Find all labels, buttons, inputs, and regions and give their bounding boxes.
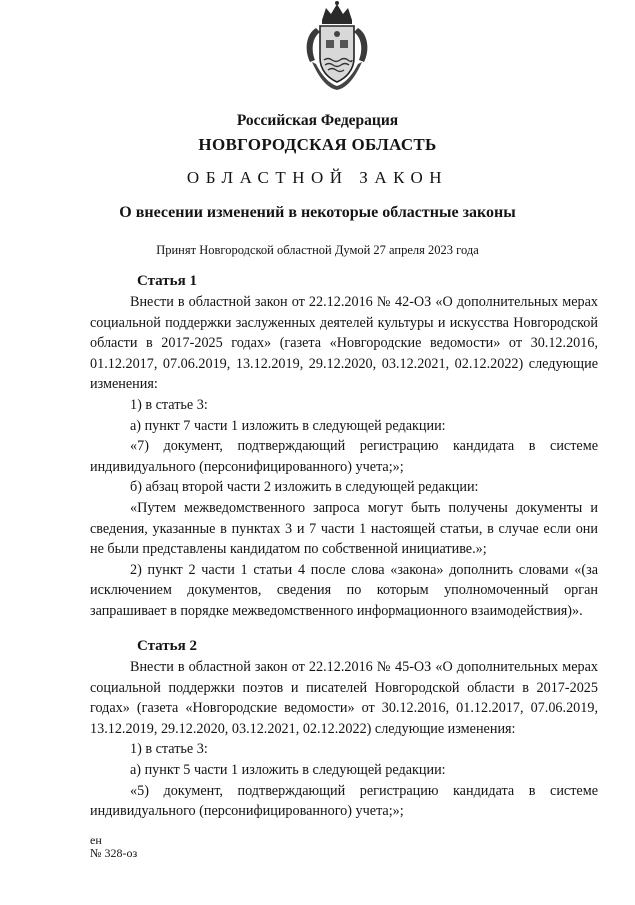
article-2-title: Статья 2: [137, 638, 197, 654]
article-2-item-1a: а) пункт 5 части 1 изложить в следующей редакции:: [130, 761, 446, 778]
author-initials: ен: [90, 833, 102, 847]
article-1: [90, 271, 598, 622]
article-1-item-1: 1) в статье 3:: [130, 396, 208, 413]
document-footer: [90, 834, 137, 860]
article-2: [90, 636, 598, 822]
adoption-note: Принят Новгородской областной Думой 27 апреля 2023 года: [156, 243, 479, 257]
article-1-title: Статья 1: [137, 273, 197, 289]
article-1-item-1a-text: «7) документ, подтверждающий регистрацию кандидата в системе индивидуального (персонифицированного) учета;»;: [90, 438, 598, 475]
article-2-item-1a-text: «5) документ, подтверждающий регистрацию кандидата в системе индивидуального (персонифицированного) учета;»;: [90, 782, 598, 820]
article-1-item-2: 2) пункт 2 части 1 статьи 4 после слова «закона» дополнить словами «(за исключением документов, сведения по которым уполномоченный орган запрашивает в порядке межведомственного информационного взаимодействия)».: [90, 561, 598, 619]
document-number: № 328-оз: [90, 846, 138, 860]
region-heading: НОВГОРОДСКАЯ ОБЛАСТЬ: [198, 135, 437, 154]
law-title: О внесении изменений в некоторые областные законы: [119, 204, 516, 221]
article-1-item-1b: б) абзац второй части 2 изложить в следующей редакции:: [130, 479, 479, 496]
coat-of-arms-icon: [298, 0, 376, 98]
federation-heading: Российская Федерация: [236, 112, 399, 129]
article-2-item-1: 1) в статье 3:: [130, 741, 208, 758]
article-1-item-1b-text: «Путем межведомственного запроса могут быть получены документы и сведения, указанные в пунктах 3 и 7 части 1 настоящей статьи, в случае если они не были представлены кандидатом по собственной инициативе.»;: [90, 499, 598, 558]
article-2-intro: Внести в областной закон от 22.12.2016 № 45-ОЗ «О дополнительных мерах социальной поддержки поэтов и писателей Новгородской области в 2017-2025 годах» (газета «Новгородские ведомости» от 30.12.2016, 01.12.2017, 07.06.2019, 13.12.2019, 29.12.2020, 03.12.2021, 02.12.2022) следующие изменения:: [90, 659, 598, 737]
document-type: ОБЛАСТНОЙ ЗАКОН: [186, 168, 449, 187]
article-1-item-1a: а) пункт 7 части 1 изложить в следующей редакции:: [130, 417, 446, 434]
article-1-intro: Внести в областной закон от 22.12.2016 № 42-ОЗ «О дополнительных мерах социальной поддержки заслуженных деятелей культуры и искусства Новгородской области в 2017-2025 годах» (газета «Новгородские ведомости» от 30.12.2016, 01.12.2017, 07.06.2019, 13.12.2019, 29.12.2020, 03.12.2021, 02.12.2022) следующие изменения:: [90, 294, 598, 393]
